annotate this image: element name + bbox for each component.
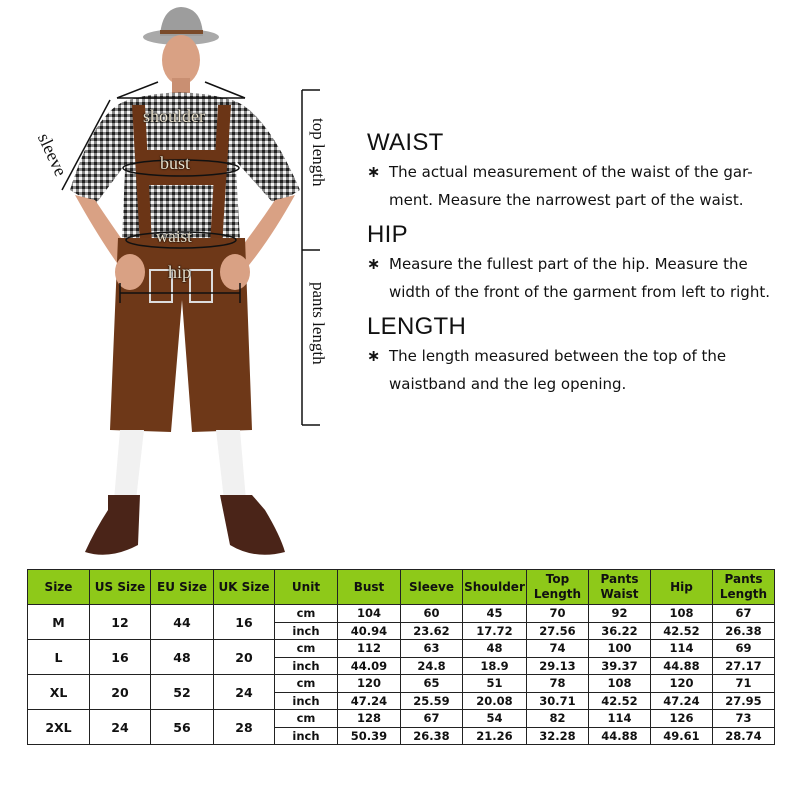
waist-label: waist bbox=[156, 227, 192, 246]
sleeve-cell: 25.59 bbox=[401, 692, 463, 710]
header-shoulder: Shoulder bbox=[463, 570, 527, 605]
pants-length-cell: 27.95 bbox=[713, 692, 775, 710]
hip-cell: 42.52 bbox=[651, 622, 713, 640]
asterisk-icon: ∗ bbox=[367, 162, 381, 181]
size-cell: 2XL bbox=[28, 710, 90, 745]
header-us-size: US Size bbox=[90, 570, 151, 605]
pants-waist-cell: 92 bbox=[589, 605, 651, 623]
top-length-cell: 74 bbox=[527, 640, 589, 658]
shoulder-label: shoulder bbox=[143, 106, 205, 126]
pants-waist-cell: 108 bbox=[589, 675, 651, 693]
bust-label: bust bbox=[160, 153, 191, 173]
bust-cell: 112 bbox=[338, 640, 401, 658]
table-row bbox=[28, 710, 775, 728]
uk-size-cell: 24 bbox=[214, 675, 275, 710]
header-eu-size: EU Size bbox=[151, 570, 214, 605]
hip-cell: 126 bbox=[651, 710, 713, 728]
shoulder-cell: 18.9 bbox=[463, 657, 527, 675]
hip-heading: HIP bbox=[367, 221, 408, 248]
length-heading: LENGTH bbox=[367, 313, 467, 340]
shoulder-cell: 21.26 bbox=[463, 727, 527, 745]
hip-description bbox=[367, 220, 787, 306]
header-pants-waist: Pants Waist bbox=[589, 570, 651, 605]
top-length-label: top length bbox=[309, 118, 328, 187]
header-pants-length: Pants Length bbox=[713, 570, 775, 605]
header-size: Size bbox=[28, 570, 90, 605]
top-length-cell: 30.71 bbox=[527, 692, 589, 710]
pants-length-cell: 27.17 bbox=[713, 657, 775, 675]
eu-size-cell: 44 bbox=[151, 605, 214, 640]
unit-cell: cm bbox=[275, 605, 338, 623]
bust-cell: 50.39 bbox=[338, 727, 401, 745]
pants-waist-cell: 114 bbox=[589, 710, 651, 728]
pants-waist-cell: 44.88 bbox=[589, 727, 651, 745]
asterisk-icon: ∗ bbox=[367, 346, 381, 365]
header-sleeve: Sleeve bbox=[401, 570, 463, 605]
size-cell: XL bbox=[28, 675, 90, 710]
hip-text: Measure the fullest part of the hip. Measure the width of the front of the garment from left to right. bbox=[389, 255, 770, 301]
waist-heading: WAIST bbox=[367, 129, 444, 156]
header-bust: Bust bbox=[338, 570, 401, 605]
hip-cell: 120 bbox=[651, 675, 713, 693]
pants-waist-cell: 36.22 bbox=[589, 622, 651, 640]
eu-size-cell: 52 bbox=[151, 675, 214, 710]
shoulder-cell: 20.08 bbox=[463, 692, 527, 710]
top-length-cell: 27.56 bbox=[527, 622, 589, 640]
unit-cell: inch bbox=[275, 657, 338, 675]
shoulder-cell: 17.72 bbox=[463, 622, 527, 640]
header-uk-size: UK Size bbox=[214, 570, 275, 605]
bust-cell: 40.94 bbox=[338, 622, 401, 640]
header-hip: Hip bbox=[651, 570, 713, 605]
hip-cell: 114 bbox=[651, 640, 713, 658]
pants-length-cell: 26.38 bbox=[713, 622, 775, 640]
bust-cell: 120 bbox=[338, 675, 401, 693]
pants-waist-cell: 39.37 bbox=[589, 657, 651, 675]
asterisk-icon: ∗ bbox=[367, 254, 381, 273]
waist-description bbox=[367, 128, 787, 214]
size-cell: L bbox=[28, 640, 90, 675]
table-row bbox=[28, 675, 775, 693]
uk-size-cell: 28 bbox=[214, 710, 275, 745]
eu-size-cell: 56 bbox=[151, 710, 214, 745]
top-length-cell: 29.13 bbox=[527, 657, 589, 675]
table-row bbox=[28, 640, 775, 658]
hip-label: hip bbox=[168, 262, 192, 282]
shoulder-cell: 54 bbox=[463, 710, 527, 728]
sleeve-cell: 24.8 bbox=[401, 657, 463, 675]
eu-size-cell: 48 bbox=[151, 640, 214, 675]
unit-cell: cm bbox=[275, 675, 338, 693]
unit-cell: inch bbox=[275, 727, 338, 745]
sleeve-label: sleeve bbox=[33, 130, 72, 180]
sleeve-cell: 67 bbox=[401, 710, 463, 728]
model-figure bbox=[33, 0, 330, 565]
top-length-cell: 70 bbox=[527, 605, 589, 623]
size-chart-table bbox=[27, 569, 775, 745]
top-length-cell: 32.28 bbox=[527, 727, 589, 745]
unit-cell: inch bbox=[275, 622, 338, 640]
sleeve-cell: 26.38 bbox=[401, 727, 463, 745]
hip-cell: 108 bbox=[651, 605, 713, 623]
unit-cell: cm bbox=[275, 710, 338, 728]
table-header-row bbox=[28, 570, 775, 605]
top-length-cell: 82 bbox=[527, 710, 589, 728]
pants-length-cell: 73 bbox=[713, 710, 775, 728]
pants-length-label: pants length bbox=[309, 282, 328, 365]
pants-waist-cell: 42.52 bbox=[589, 692, 651, 710]
bust-cell: 128 bbox=[338, 710, 401, 728]
sleeve-cell: 63 bbox=[401, 640, 463, 658]
length-description bbox=[367, 312, 787, 398]
us-size-cell: 24 bbox=[90, 710, 151, 745]
shoulder-cell: 51 bbox=[463, 675, 527, 693]
sleeve-cell: 60 bbox=[401, 605, 463, 623]
sleeve-cell: 23.62 bbox=[401, 622, 463, 640]
measurement-descriptions bbox=[367, 128, 787, 404]
uk-size-cell: 20 bbox=[214, 640, 275, 675]
pants-waist-cell: 100 bbox=[589, 640, 651, 658]
bust-cell: 44.09 bbox=[338, 657, 401, 675]
bust-cell: 47.24 bbox=[338, 692, 401, 710]
hip-cell: 44.88 bbox=[651, 657, 713, 675]
length-text: The length measured between the top of the waistband and the leg opening. bbox=[389, 347, 727, 393]
unit-cell: cm bbox=[275, 640, 338, 658]
header-top-length: Top Length bbox=[527, 570, 589, 605]
us-size-cell: 12 bbox=[90, 605, 151, 640]
pants-length-cell: 28.74 bbox=[713, 727, 775, 745]
hip-cell: 47.24 bbox=[651, 692, 713, 710]
pants-length-cell: 69 bbox=[713, 640, 775, 658]
top-length-cell: 78 bbox=[527, 675, 589, 693]
table-row bbox=[28, 605, 775, 623]
header-unit: Unit bbox=[275, 570, 338, 605]
size-cell: M bbox=[28, 605, 90, 640]
us-size-cell: 20 bbox=[90, 675, 151, 710]
sleeve-cell: 65 bbox=[401, 675, 463, 693]
us-size-cell: 16 bbox=[90, 640, 151, 675]
shoulder-cell: 48 bbox=[463, 640, 527, 658]
bust-cell: 104 bbox=[338, 605, 401, 623]
uk-size-cell: 16 bbox=[214, 605, 275, 640]
waist-text: The actual measurement of the waist of the gar- ment. Measure the narrowest part of the waist. bbox=[389, 163, 753, 209]
hip-cell: 49.61 bbox=[651, 727, 713, 745]
pants-length-cell: 71 bbox=[713, 675, 775, 693]
pants-length-cell: 67 bbox=[713, 605, 775, 623]
shoulder-cell: 45 bbox=[463, 605, 527, 623]
unit-cell: inch bbox=[275, 692, 338, 710]
